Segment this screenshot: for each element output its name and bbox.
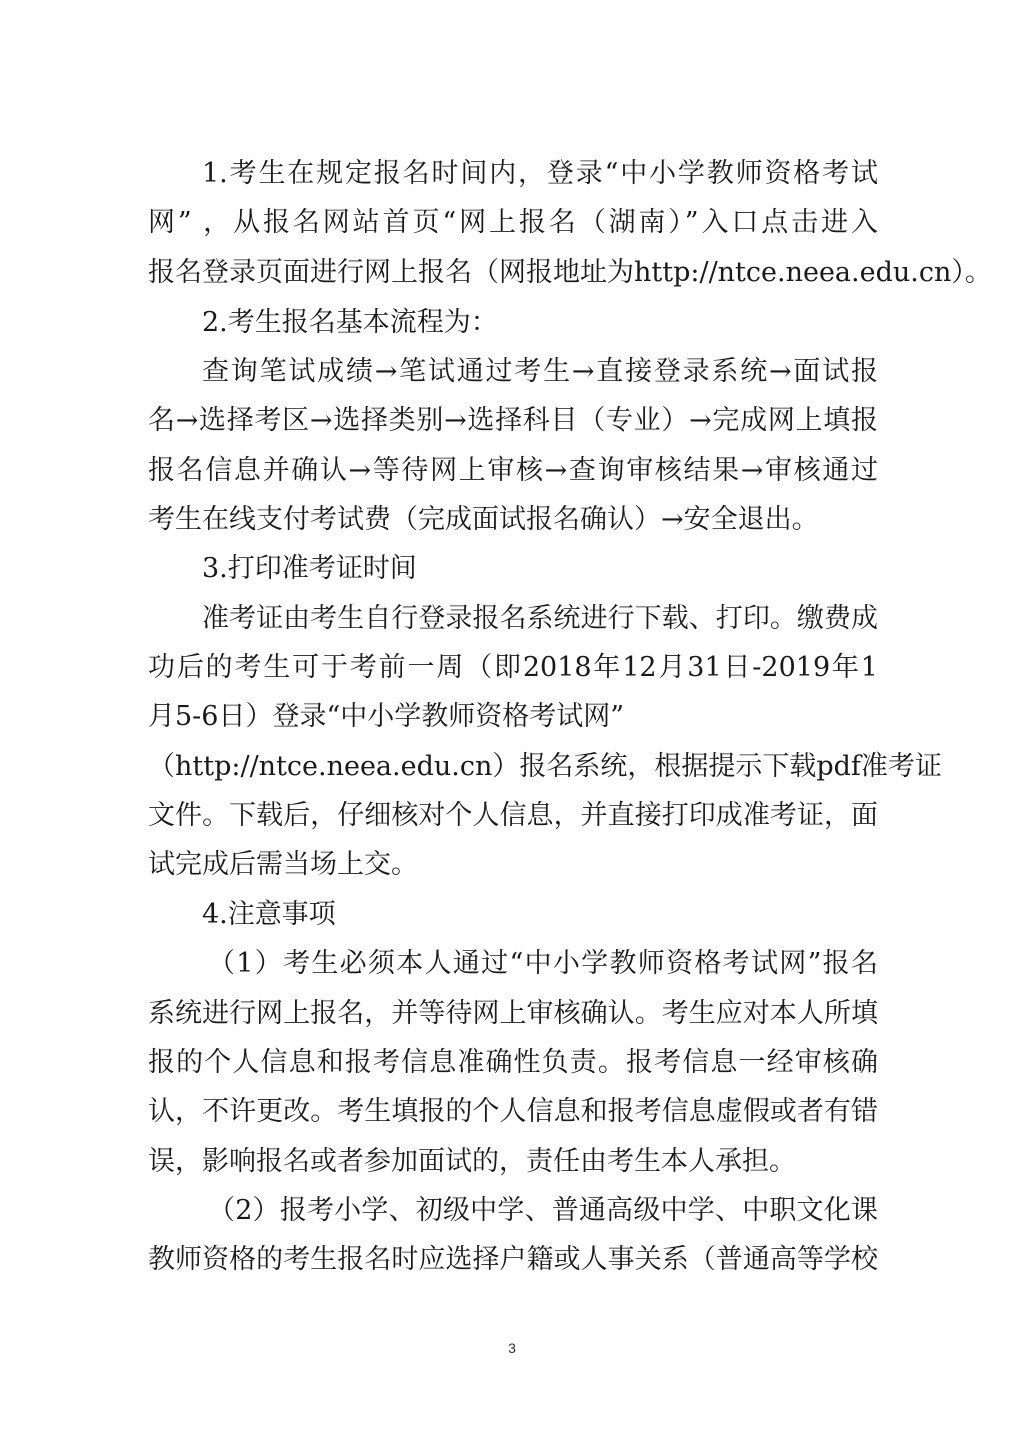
paragraph-line: 月5-6日）登录“中小学教师资格考试网” [148,701,625,732]
paragraph-line: 报名信息并确认→等待网上审核→查询审核结果→审核通过 [148,455,878,486]
paragraph-line: 报的个人信息和报考信息准确性负责。报考信息一经审核确 [148,1047,878,1078]
paragraph-line: 考生在线支付考试费（完成面试报名确认）→安全退出。 [148,504,819,535]
paragraph-line: 文件。下载后，仔细核对个人信息，并直接打印成准考证，面 [148,800,878,831]
paragraph-line: 网” ，从报名网站首页“网上报名（湖南）”入口点击进入 [148,207,878,238]
paragraph-line: 功后的考生可于考前一周（即2018年12月31日-2019年1 [148,652,878,683]
paragraph-line: 误，影响报名或者参加面试的，责任由考生本人承担。 [148,1146,796,1177]
paragraph-line: 名→选择考区→选择类别→选择科目（专业）→完成网上填报 [148,405,878,436]
paragraph-line: 准考证由考生自行登录报名系统进行下载、打印。缴费成 [202,603,878,634]
paragraph-line: 查询笔试成绩→笔试通过考生→直接登录系统→面试报 [202,356,878,387]
paragraph-line: 1.考生在规定报名时间内，登录“中小学教师资格考试 [202,158,878,189]
section-heading: 2.考生报名基本流程为： [202,307,498,338]
paragraph-line: （1）考生必须本人通过“中小学教师资格考试网”报名 [208,948,878,979]
paragraph-line: 报名登录页面进行网上报名（网报地址为http://ntce.neea.edu.cn）。 [148,257,992,288]
paragraph-line: 系统进行网上报名，并等待网上审核确认。考生应对本人所填 [148,998,878,1029]
paragraph-line: 试完成后需当场上交。 [148,849,418,880]
paragraph-line: （2）报考小学、初级中学、普通高级中学、中职文化课 [208,1195,878,1226]
section-heading: 3.打印准考证时间 [202,553,417,584]
page-number: 3 [508,1340,516,1356]
section-heading: 4.注意事项 [202,899,336,930]
paragraph-line: （http://ntce.neea.edu.cn）报名系统，根据提示下载pdf准考证 [148,751,942,782]
paragraph-line: 教师资格的考生报名时应选择户籍或人事关系（普通高等学校 [148,1244,878,1275]
paragraph-line: 认，不许更改。考生填报的个人信息和报考信息虚假或者有错 [148,1096,878,1127]
